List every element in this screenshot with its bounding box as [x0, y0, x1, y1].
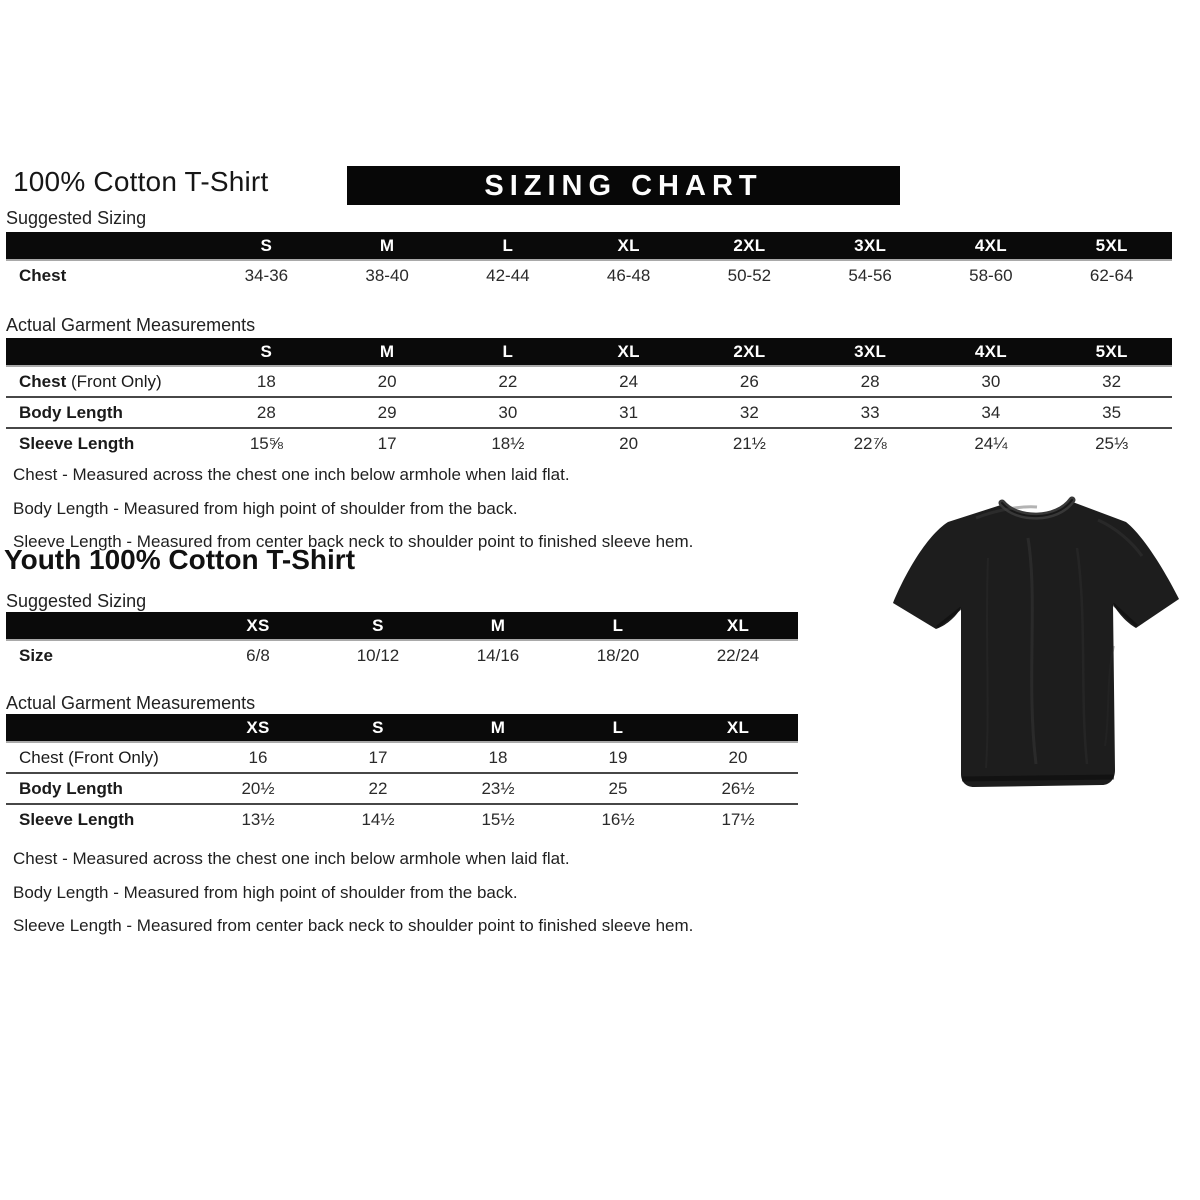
cell-value: 19 [608, 747, 628, 767]
column-header: 3XL [854, 235, 887, 255]
table-header-row [6, 612, 798, 641]
cell-value: 17 [368, 747, 388, 767]
youth-page-title: Youth 100% Cotton T-Shirt [4, 544, 356, 575]
cell-value: 20 [619, 433, 639, 453]
column-header: S [372, 717, 384, 737]
column-header: 5XL [1095, 235, 1128, 255]
column-header: S [260, 341, 273, 361]
cell-value: 58-60 [969, 266, 1013, 285]
sizing-chart-banner: SIZING CHART [347, 166, 900, 205]
cell-value: 15⅝ [249, 433, 283, 453]
tshirt-photo [876, 476, 1198, 816]
note-body-length: Body Length - Measured from high point of shoulder from the back. [13, 882, 518, 902]
cell-value: 34-36 [244, 266, 289, 285]
table-row-body-length [6, 396, 1172, 427]
cell-value: 20 [377, 371, 397, 391]
column-header: 5XL [1095, 341, 1128, 361]
cell-value: 24 [619, 371, 639, 391]
column-header: 4XL [974, 235, 1007, 255]
cell-value: 6/8 [246, 646, 270, 665]
column-header: L [502, 235, 514, 255]
cell-value: 23½ [481, 778, 515, 798]
table-row-body-length [6, 772, 798, 803]
row-label: Chest (Front Only) [19, 371, 162, 391]
column-header: L [612, 615, 624, 635]
note-chest: Chest - Measured across the chest one inch below armhole when laid flat. [13, 465, 570, 484]
column-header: XL [617, 341, 640, 361]
cell-value: 18 [256, 371, 276, 391]
youth-suggested-sizing-table [6, 612, 798, 671]
cell-value: 22⅞ [853, 433, 887, 453]
cell-value: 20½ [241, 778, 275, 798]
cell-value: 16 [248, 747, 268, 767]
table-row-chest [6, 261, 1172, 291]
column-header: 3XL [854, 341, 887, 361]
cell-value: 31 [619, 402, 639, 422]
cell-value: 17½ [721, 809, 755, 829]
youth-measurement-notes [13, 842, 693, 943]
cell-value: 26 [739, 371, 759, 391]
cell-value: 25 [608, 778, 628, 798]
row-label: Body Length [19, 402, 123, 422]
column-header: XL [617, 235, 640, 255]
column-header: XL [726, 615, 750, 635]
cell-value: 24¼ [974, 433, 1008, 453]
adult-suggested-sizing-label: Suggested Sizing [6, 208, 147, 228]
column-header: 4XL [974, 341, 1007, 361]
adult-actual-measurements-table [6, 338, 1172, 458]
cell-value: 29 [377, 402, 397, 422]
cell-value: 22/24 [716, 646, 760, 665]
cell-value: 46-48 [606, 266, 651, 285]
table-header-row [6, 714, 798, 743]
column-header: S [372, 615, 384, 635]
note-sleeve-length: Sleeve Length - Measured from center back neck to shoulder point to finished sleeve hem. [13, 532, 694, 551]
cell-value: 17 [377, 433, 397, 453]
cell-value: 25⅓ [1095, 433, 1129, 453]
cell-value: 50-52 [727, 266, 772, 285]
row-label: Chest [19, 266, 67, 285]
cell-value: 34 [981, 402, 1001, 422]
column-header: M [379, 341, 395, 361]
row-label: Sleeve Length [19, 809, 135, 829]
youth-actual-measurements-label: Actual Garment Measurements [6, 693, 256, 713]
cell-value: 18 [488, 747, 508, 767]
youth-actual-measurements-table [6, 714, 798, 834]
cell-value: 22 [368, 778, 388, 798]
row-label: Chest (Front Only) [19, 747, 159, 767]
table-row-sleeve-length [6, 427, 1172, 458]
cell-value: 15½ [481, 809, 515, 829]
cell-value: 14½ [361, 809, 395, 829]
note-body-length: Body Length - Measured from high point of shoulder from the back. [13, 498, 518, 518]
black-tshirt-illustration [876, 476, 1198, 816]
row-label: Sleeve Length [19, 433, 135, 453]
cell-value: 62-64 [1089, 266, 1134, 285]
cell-value: 38-40 [365, 266, 409, 285]
note-chest: Chest - Measured across the chest one inch below armhole when laid flat. [13, 849, 570, 868]
table-header-row [6, 232, 1172, 261]
page-title: 100% Cotton T-Shirt [13, 166, 269, 197]
cell-value: 28 [860, 371, 880, 391]
column-header: 2XL [733, 341, 766, 361]
table-row-sleeve-length [6, 803, 798, 834]
cell-value: 20 [728, 747, 748, 767]
column-header: S [260, 235, 273, 255]
cell-value: 54-56 [848, 266, 892, 285]
column-header: XS [246, 615, 270, 635]
table-header-row [6, 338, 1172, 367]
row-label: Size [19, 646, 54, 665]
cell-value: 30 [498, 402, 518, 422]
row-label: Body Length [19, 778, 123, 798]
cell-value: 10/12 [356, 646, 400, 665]
cell-value: 30 [981, 371, 1001, 391]
cell-value: 22 [498, 371, 518, 391]
cell-value: 32 [739, 402, 759, 422]
cell-value: 42-44 [486, 266, 530, 285]
note-sleeve-length: Sleeve Length - Measured from center back neck to shoulder point to finished sleeve hem. [13, 916, 694, 935]
column-header: XL [726, 717, 750, 737]
adult-suggested-sizing-table [6, 232, 1172, 291]
cell-value: 35 [1102, 402, 1122, 422]
adult-actual-measurements-label: Actual Garment Measurements [6, 315, 256, 335]
column-header: L [612, 717, 624, 737]
table-row-chest [6, 743, 798, 772]
table-row-chest [6, 367, 1172, 396]
cell-value: 21½ [732, 433, 766, 453]
column-header: XS [246, 717, 270, 737]
cell-value: 33 [860, 402, 880, 422]
column-header: 2XL [733, 235, 766, 255]
cell-value: 32 [1102, 371, 1122, 391]
cell-value: 18½ [491, 433, 525, 453]
cell-value: 18/20 [596, 646, 640, 665]
cell-value: 28 [256, 402, 276, 422]
cell-value: 26½ [721, 778, 755, 798]
table-row-size [6, 641, 798, 671]
column-header: M [490, 717, 506, 737]
cell-value: 16½ [601, 809, 635, 829]
column-header: M [379, 235, 395, 255]
youth-suggested-sizing-label: Suggested Sizing [6, 591, 147, 611]
cell-value: 14/16 [476, 646, 520, 665]
cell-value: 13½ [241, 809, 275, 829]
column-header: M [490, 615, 506, 635]
column-header: L [502, 341, 514, 361]
